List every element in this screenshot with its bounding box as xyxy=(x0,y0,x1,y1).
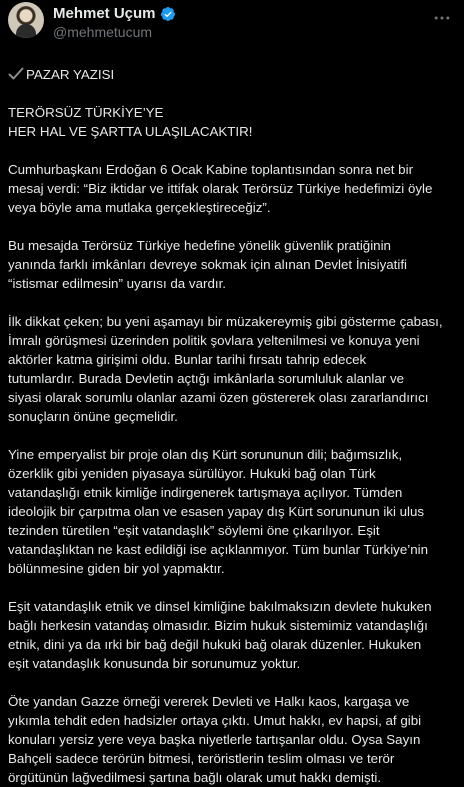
verified-badge-icon xyxy=(160,6,176,22)
post-paragraph-4: Yine emperyalist bir proje olan dış Kürt sorununun dili; bağımsızlık, özerklik gibi yeniden piyasaya sürülüyor. Hukuki bağ olan Türk vatandaşlığı etnik kimliğe indirgenerek tartışmaya açılıyor. Tümden ideolojik bir çarpıtma olan ve esasen yapay dış Kürt sorununun iki ulus tezinden türetilen “eşit vatandaşlık” söylemi öne çıkarılıyor. Eşit vatandaşlıktan ne kast edildiği ise açıklanmıyor. Tüm bunlar Türkiye’nin bölünmesine giden bir yol yapmaktır. xyxy=(8,447,429,576)
author-display-name[interactable]: Mehmet Uçum xyxy=(53,5,156,22)
post-title: TERÖRSÜZ TÜRKİYE’YE HER HAL VE ŞARTTA ULAŞILACAKTIR! xyxy=(8,105,253,139)
post-paragraph-3: İlk dikkat çeken; bu yeni aşamayı bir müzakereymiş gibi gösterme çabası, İmralı görüşmesi üzerinden politik şovlara yeltenilmesi ve konuya yeni aktörler katma girişimi oldu. Bunlar tarihi fırsatı tahrip edecek tutumlardır. Burada Devletin açtığı imkânlarla sorumluluk alanlar ve siyasi olarak sorumlu olanlar azami özen göstererek olası zararlandırıcı sonuçların önüne geçmelidir. xyxy=(8,314,443,424)
post-label: PAZAR YAZISI xyxy=(26,67,115,82)
more-options-icon[interactable] xyxy=(432,8,452,28)
author-handle[interactable]: @mehmetucum xyxy=(53,24,153,40)
post-text xyxy=(8,46,458,787)
check-mark-icon xyxy=(8,67,24,81)
avatar[interactable] xyxy=(8,2,44,38)
author-name-row xyxy=(53,5,176,22)
post-paragraph-5: Eşit vatandaşlık etnik ve dinsel kimliğine bakılmaksızın devlete hukuken bağlı herkesin vatandaş olmasıdır. Bizim hukuk sistemimiz vatandaşlığı etnik, dini ya da ırki bir bağ değil hukuki bağ olarak düzenler. Hukuken eşit vatandaşlık konusunda bir sorunumuz yoktur. xyxy=(8,599,432,671)
post-paragraph-6: Öte yandan Gazze örneği vererek Devleti ve Halkı kaos, kargaşa ve yıkımla tehdit eden hadsizler ortaya çıktı. Umut hakkı, ev hapsi, af gibi konuları yersiz yere veya başka niyetlerle tartışanlar oldu. Oysa Sayın Bahçeli sadece terörün bitmesi, teröristlerin teslim olması ve terör örgütünün lağvedilmesi şartına bağlı olarak umut hakkı demişti. xyxy=(8,694,422,785)
post-paragraph-1: Cumhurbaşkanı Erdoğan 6 Ocak Kabine toplantısından sonra net bir mesaj verdi: “Biz iktidar ve ittifak olarak Terörsüz Türkiye hedefimizi öyle veya böyle ama mutlaka gerçekleştireceğiz”. xyxy=(8,162,433,215)
post-label-line xyxy=(8,46,458,84)
post-paragraph-2: Bu mesajda Terörsüz Türkiye hedefine yönelik güvenlik pratiğinin yanında farklı imkânları devreye sokmak için alınan Devlet İnisiyatifi “istismar edilmesin” uyarısı da vardır. xyxy=(8,238,408,291)
post-header xyxy=(8,2,456,42)
